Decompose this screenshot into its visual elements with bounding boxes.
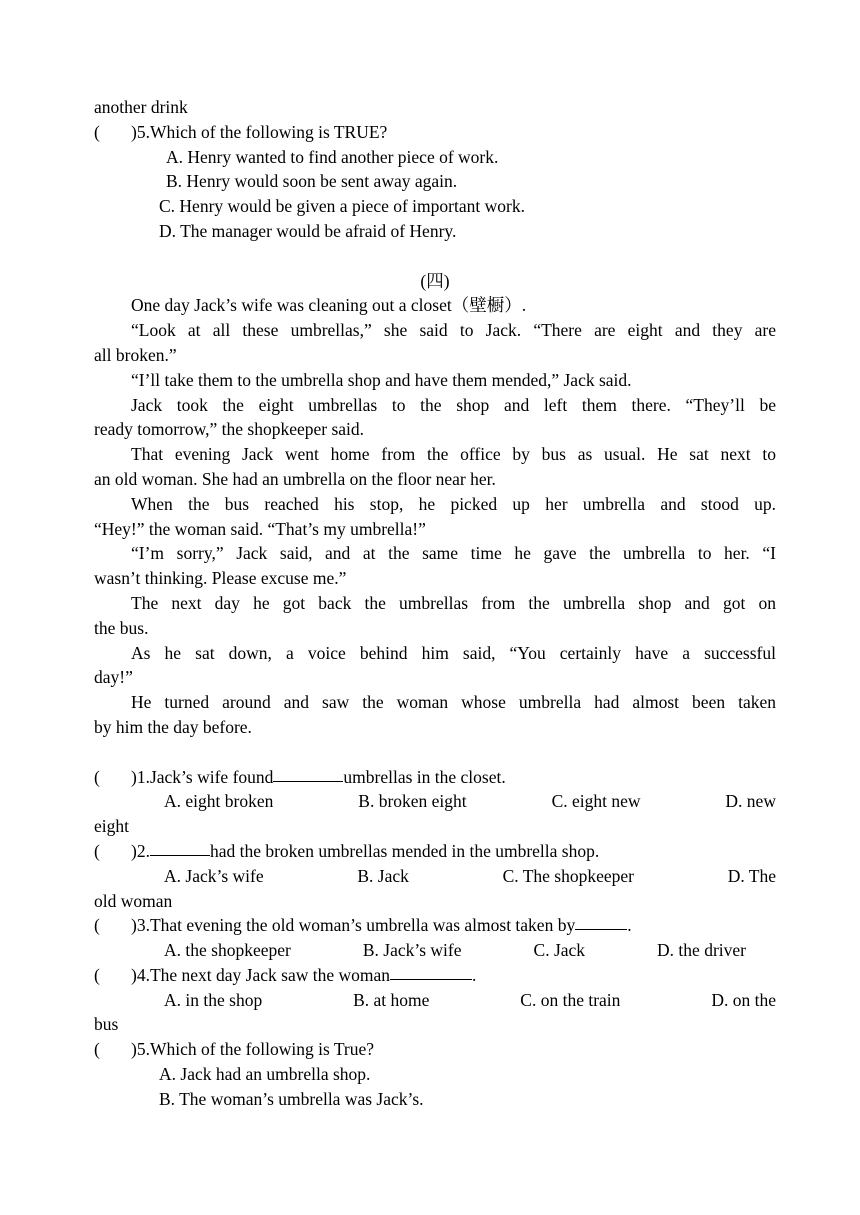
option-c: C. The shopkeeper: [502, 865, 634, 886]
option-c: C. on the train: [520, 989, 621, 1010]
question-text-post: .: [627, 915, 632, 936]
option-wrap: eight: [94, 816, 129, 837]
prev-q5-option-b: B. Henry would soon be sent away again.: [166, 171, 458, 192]
answer-paren[interactable]: (: [94, 964, 100, 985]
story-line: day!”: [94, 667, 133, 688]
story-line: “I’m sorry,” Jack said, and at the same time he gave the umbrella to her. “I: [131, 543, 776, 564]
answer-blank[interactable]: [575, 913, 627, 930]
option-d: D. new: [725, 791, 776, 812]
option-b: B. Jack’s wife: [362, 940, 462, 961]
section-heading: (四): [420, 270, 450, 291]
story-line: the bus.: [94, 617, 149, 638]
option-a: A. eight broken: [164, 791, 274, 812]
story-line: One day Jack’s wife was cleaning out a closet（壁橱）.: [131, 295, 527, 316]
prev-question-5: [94, 120, 776, 145]
question-text-post: umbrellas in the closet.: [343, 766, 506, 787]
story-line: ready tomorrow,” the shopkeeper said.: [94, 419, 365, 440]
story-line: Jack took the eight umbrellas to the shop and left them there. “They’ll be: [131, 394, 776, 415]
worksheet-page: [94, 95, 776, 1112]
option-d: D. The: [727, 865, 776, 886]
question-5-option-b: B. The woman’s umbrella was Jack’s.: [159, 1088, 424, 1109]
option-b: B. at home: [353, 989, 430, 1010]
story-line: As he sat down, a voice behind him said, “You certainly have a successful: [131, 642, 776, 663]
option-b: B. Jack: [357, 865, 409, 886]
story-line: by him the day before.: [94, 716, 252, 737]
option-a: A. the shopkeeper: [164, 940, 291, 961]
story-line: He turned around and saw the woman whose umbrella had almost been taken: [131, 692, 776, 713]
answer-blank[interactable]: [150, 839, 210, 856]
option-d: D. on the: [711, 989, 776, 1010]
option-a: A. Jack’s wife: [164, 865, 264, 886]
answer-blank[interactable]: [273, 765, 343, 782]
question-3-options: [94, 938, 776, 963]
story-line: The next day he got back the umbrellas from the umbrella shop and got on: [131, 592, 776, 613]
answer-paren[interactable]: (: [94, 121, 100, 142]
story-line: an old woman. She had an umbrella on the floor near her.: [94, 468, 496, 489]
story-line: all broken.”: [94, 344, 177, 365]
question-text-pre: )5.Which of the following is True?: [131, 1039, 375, 1060]
option-a: A. in the shop: [164, 989, 263, 1010]
story-line: That evening Jack went home from the office by bus as usual. He sat next to: [131, 444, 776, 465]
story-line: When the bus reached his stop, he picked up her umbrella and stood up.: [131, 493, 776, 514]
question-text-post: had the broken umbrellas mended in the umbrella shop.: [209, 840, 600, 861]
option-wrap: old woman: [94, 890, 173, 911]
question-text-pre: )4.The next day Jack saw the woman: [131, 964, 391, 985]
option-c: C. eight new: [551, 791, 641, 812]
question-1-options: [94, 789, 776, 814]
question-4: [94, 963, 776, 988]
question-5-option-a: A. Jack had an umbrella shop.: [159, 1064, 371, 1085]
option-b: B. broken eight: [358, 791, 467, 812]
question-2-options: [94, 864, 776, 889]
answer-paren[interactable]: (: [94, 1039, 100, 1060]
story-line: “Hey!” the woman said. “That’s my umbrella!”: [94, 518, 426, 539]
prev-q5-option-c: C. Henry would be given a piece of important work.: [159, 196, 525, 217]
story-line: “Look at all these umbrellas,” she said to Jack. “There are eight and they are: [131, 320, 776, 341]
question-text-pre: )2.: [131, 840, 150, 861]
answer-blank[interactable]: [390, 963, 472, 980]
question-2: [94, 839, 776, 864]
story-line: “I’ll take them to the umbrella shop and have them mended,” Jack said.: [131, 369, 632, 390]
answer-paren[interactable]: (: [94, 915, 100, 936]
prev-text-tail: another drink: [94, 97, 188, 117]
question-4-options: [94, 988, 776, 1013]
option-wrap: bus: [94, 1014, 119, 1035]
question-text: )5.Which of the following is TRUE?: [131, 121, 388, 142]
prev-q5-option-a: A. Henry wanted to find another piece of work.: [166, 146, 499, 167]
question-text-pre: )3.That evening the old woman’s umbrella was almost taken by: [131, 915, 576, 936]
question-text-pre: )1.Jack’s wife found: [131, 766, 274, 787]
question-3: [94, 913, 776, 938]
story-line: wasn’t thinking. Please excuse me.”: [94, 568, 347, 589]
option-c: C. Jack: [533, 940, 586, 961]
question-5: [94, 1037, 776, 1062]
answer-paren[interactable]: (: [94, 840, 100, 861]
option-d: D. the driver: [657, 940, 746, 961]
answer-paren[interactable]: (: [94, 766, 100, 787]
question-text-post: .: [472, 964, 477, 985]
prev-q5-option-d: D. The manager would be afraid of Henry.: [159, 220, 457, 241]
question-1: [94, 765, 776, 790]
